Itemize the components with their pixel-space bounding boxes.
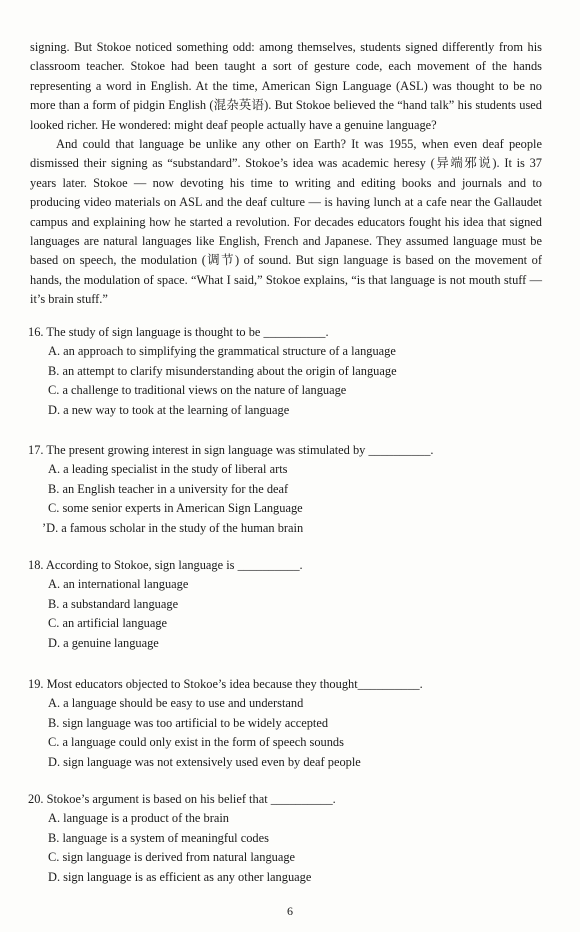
passage-paragraph-1: signing. But Stokoe noticed something odd: among themselves, students signed differently from his classroom teacher. Stokoe had been taught a sort of gesture code, each movement of the hands representing a word in English. At the time, American Sign Language (ASL) was thought to be no more than a form of pidgin English (混杂英语). But Stokoe believed the “hand talk” his students used looked richer. He wondered: might deaf people actually have a genuine language? [30,40,542,132]
option-list [28,342,548,420]
option-a: A. an international language [48,577,189,591]
option-b: B. sign language was too artificial to be widely accepted [48,715,329,730]
option-c: C. a language could only exist in the form of speech sounds [48,735,344,750]
option-a: A. a leading specialist in the study of liberal arts [48,462,288,476]
option-d: D. sign language was not extensively used even by deaf people [48,754,361,769]
option-d: D. sign language is as efficient as any other language [48,869,312,884]
option-c: C. a challenge to traditional views on the nature of language [48,383,347,398]
question-16 [28,323,548,420]
reading-passage [30,38,542,310]
option-c: C. an artificial language [48,616,168,631]
option-d: D. a genuine language [48,635,159,650]
option-a: A. language is a product of the brain [48,811,229,825]
option-c: C. sign language is derived from natural language [48,850,296,865]
option-list [28,575,548,653]
question-stem: 19. Most educators objected to Stokoe’s idea because they thought__________. [28,677,423,691]
option-b: B. an English teacher in a university for the deaf [48,481,289,496]
question-20 [28,790,548,887]
question-17 [28,441,548,538]
option-list [28,460,548,538]
question-stem: 20. Stokoe’s argument is based on his belief that __________. [28,792,336,806]
option-d: D. a new way to took at the learning of language [48,402,290,417]
option-list [28,809,548,887]
option-list [28,694,548,772]
passage-paragraph-2: And could that language be unlike any other on Earth? It was 1955, when even deaf people dismissed their signing as “substandard”. Stokoe’s idea was academic heresy (异端邪说). It is 37 years later. Stokoe — now devoting his time to writing and editing books and journals and to producing video materials on ASL and the deaf culture — is having lunch at a cafe near the Gallaudet campus and explaining how he started a revolution. For decades educators fought his idea that signed languages are natural languages like English, French and Japanese. They assumed language must be based on speech, the modulation (调节) of sound. But sign language is based on the movement of hands, the modulation of space. “What I said,” Stokoe explains, “is that language is not mouth stuff — it’s brain stuff.” [30,137,542,307]
option-c: C. some senior experts in American Sign Language [48,501,303,516]
question-stem: 16. The study of sign language is thought to be __________. [28,325,329,339]
question-stem: 18. According to Stokoe, sign language is __________. [28,558,303,572]
question-19 [28,675,548,772]
question-18 [28,556,548,653]
page-number: 6 [287,904,293,918]
option-a: A. a language should be easy to use and understand [48,696,304,710]
option-b: B. language is a system of meaningful codes [48,830,269,845]
option-b: B. a substandard language [48,596,179,611]
question-stem: 17. The present growing interest in sign language was stimulated by __________. [28,443,434,457]
option-b: B. an attempt to clarify misunderstanding about the origin of language [48,363,397,378]
option-d: ʼD. a famous scholar in the study of the human brain [42,520,304,535]
option-a: A. an approach to simplifying the grammatical structure of a language [48,344,396,358]
